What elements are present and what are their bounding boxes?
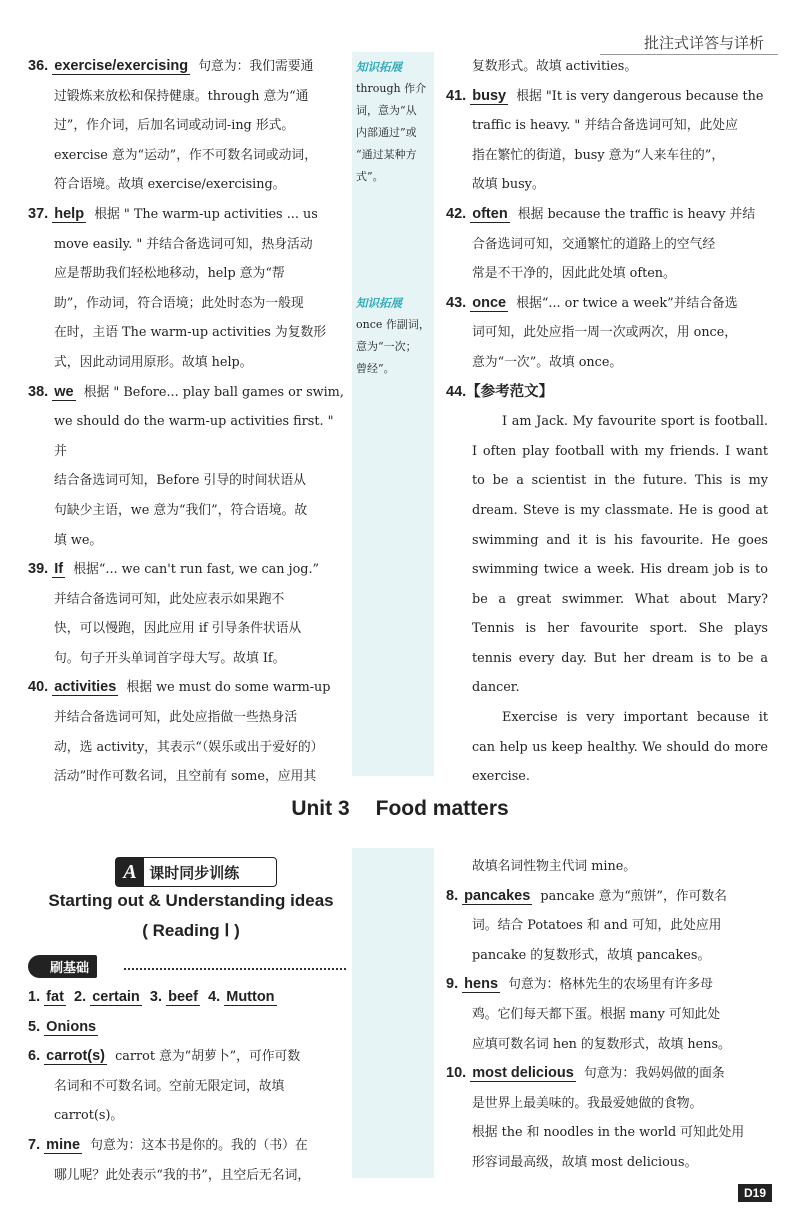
answer-text: often (472, 205, 508, 222)
unit-number: Unit 3 (291, 797, 350, 820)
item-number: 36. (28, 58, 49, 74)
explanation-line: traffic is heavy. " 并结合备选词可知，此处应 (472, 118, 738, 134)
explanation-line: 是世界上最美味的。我最爱她做的食物。 (472, 1095, 703, 1111)
item-number: 4. (208, 989, 221, 1005)
top-left-column (28, 52, 346, 792)
explanation-line: 句意为：我妈妈做的面条 (583, 1066, 725, 1082)
top-right-column (446, 52, 768, 792)
note-line: 式”。 (356, 170, 384, 183)
explanation-line: 根据 we must do some warm-up (126, 680, 331, 696)
explanation-line: 意为“一次”。故填 once。 (472, 354, 623, 370)
side-note-column (352, 52, 434, 776)
explanation-line: 根据“... we can't run fast, we can jog.” (73, 562, 320, 578)
answer-text: most delicious (472, 1065, 574, 1082)
answer-item (446, 882, 768, 971)
answer-item (28, 673, 346, 791)
item-number: 40. (28, 679, 49, 696)
note-line: 词，意为“从 (356, 104, 417, 117)
answer-text: once (472, 294, 507, 311)
answer-item (28, 378, 346, 556)
explanation-line: 应是帮助我们轻松地移动，help 意为“帮 (54, 266, 285, 282)
answer-item (446, 970, 768, 1059)
explanation-line: 活动”时作可数名词，且空前有 some，应用其 (54, 769, 317, 785)
explanation-line: 故填 busy。 (472, 177, 545, 193)
side-note (352, 52, 434, 188)
explanation-line: 形容词最高级，故填 most delicious。 (472, 1154, 698, 1170)
explanation-line: 并结合备选词可知，此处应指做一些热身活 (54, 710, 298, 726)
answer-text: pancakes (464, 887, 531, 904)
note-line: “通过某种方 (356, 148, 417, 161)
item-number: 37. (28, 205, 49, 222)
item-number: 42. (446, 205, 467, 222)
answer-text: we (54, 383, 74, 400)
answer-item (446, 289, 768, 378)
note-line: 意为“一次； (356, 340, 417, 353)
answer-text: activities (54, 679, 117, 696)
explanation-line: move easily. " 并结合备选词可知，热身活动 (54, 236, 313, 252)
explanation-line: 并结合备选词可知，此处应表示如果跑不 (54, 591, 285, 607)
answer-text: exercise/exercising (54, 58, 189, 74)
bottom-left-column (28, 983, 346, 1190)
badge-letter: A (116, 858, 144, 886)
answer-item (28, 52, 346, 200)
answer-text: mine (46, 1136, 81, 1153)
answer-item (28, 1042, 346, 1131)
explanation-line: 句意为：这本书是你的。我的（书）在 (90, 1137, 308, 1153)
answer-text: busy (472, 87, 507, 104)
item-number: 6. (28, 1048, 41, 1065)
item-number: 9. (446, 976, 459, 993)
explanation-line: 句意为：我们需要通 (198, 59, 314, 74)
item-number: 8. (446, 887, 459, 904)
explanation-line: 过”，作介词，后加名词或动词-ing 形式。 (54, 118, 295, 134)
explanation-line: 句缺少主语，we 意为“我们”，符合语境。故 (54, 502, 308, 518)
item-number: 39. (28, 561, 49, 578)
answer-text: carrot(s) (46, 1048, 105, 1065)
item-number: 44. (446, 383, 467, 400)
unit-heading (0, 797, 800, 821)
explanation-line: 式，因此动词用原形。故填 help。 (54, 354, 253, 370)
essay-title: 【参考范文】 (466, 383, 554, 400)
explanation-line: 应填可数名词 hen 的复数形式，故填 hens。 (472, 1036, 731, 1052)
explanation-line: 根据 " Before... play ball games or swim, (83, 384, 344, 400)
item-number: 43. (446, 294, 467, 311)
answer-text: Onions (46, 1018, 97, 1035)
item-number: 41. (446, 87, 467, 104)
explanation-line: 句意为：格林先生的农场里有许多母 (508, 977, 713, 993)
answer-text: fat (46, 989, 64, 1005)
answer-item (446, 200, 768, 289)
item-number: 2. (74, 989, 87, 1005)
unit-title: Food matters (375, 797, 509, 820)
explanation-line: pancake 的复数形式，故填 pancakes。 (472, 947, 711, 963)
explanation-line: 快，可以慢跑，因此应用 if 引导条件状语从 (54, 621, 302, 637)
section-badge (115, 857, 277, 887)
dotted-rule (124, 968, 346, 970)
answer-text: If (54, 561, 64, 578)
answer-item (446, 82, 768, 200)
explanation-line: 根据 because the traffic is heavy 并结 (517, 206, 756, 222)
explanation-line: exercise 意为“运动”，作不可数名词或动词， (54, 147, 317, 163)
basics-label: 刷基础 (28, 955, 97, 978)
explanation-line: 结合备选词可知，Before 引导的时间状语从 (54, 473, 306, 489)
bottom-right-column (446, 852, 768, 1178)
explanation-line: 词。结合 Potatoes 和 and 可知，此处应用 (472, 918, 722, 934)
item-number: 7. (28, 1136, 41, 1153)
essay-paragraph: I am Jack. My favourite sport is football. I often play football with my friends. I want to be a scientist in the future. This is my dream. Steve is my classmate. He is good at swimming and it is his favourite. He goes swimming twice a week. His dream job is to be a great swimmer. What about Mary? Tennis is her favourite sport. She plays tennis every day. But her dream is to be a dancer. (472, 414, 768, 696)
side-note (356, 292, 430, 380)
continued-line: 复数形式。故填 activities。 (472, 59, 638, 74)
answer-item (28, 200, 346, 378)
explanation-line: 根据“... or twice a week”并结合备选 (516, 295, 738, 311)
explanation-line: carrot 意为“胡萝卜”，可作可数 (115, 1049, 301, 1065)
explanation-line: 过锻炼来放松和保持健康。through 意为“通 (54, 88, 309, 104)
explanation-line: 常是不干净的，因此此处填 often。 (472, 266, 676, 282)
explanation-line: 根据 " The warm-up activities ... us (94, 206, 318, 222)
answer-text: Mutton (226, 989, 275, 1005)
answer-text: help (54, 205, 85, 222)
explanation-line: 词可知，此处应指一周一次或两次，用 once， (472, 325, 738, 341)
tip-label: 知识拓展 (356, 296, 402, 310)
section-subtitle: ( Reading Ⅰ ) (142, 921, 240, 940)
answer-item (28, 555, 346, 673)
section-title: Starting out & Understanding ideas (48, 891, 334, 910)
answer-row (28, 983, 346, 1013)
explanation-line: 名词和不可数名词。空前无限定词，故填 (54, 1078, 285, 1094)
explanation-line: 句。句子开头单词首字母大写。故填 If。 (54, 650, 286, 666)
item-number: 5. (28, 1018, 41, 1035)
explanation-line: 鸡。它们每天都下蛋。根据 many 可知此处 (472, 1006, 721, 1022)
explanation-line: pancake 意为“煎饼”，作可数名 (540, 888, 727, 904)
answer-text: certain (92, 989, 140, 1005)
explanation-line: carrot(s)。 (54, 1108, 124, 1124)
explanation-line: 根据 the 和 noodles in the world 可知此处用 (472, 1125, 745, 1141)
note-line: 曾经”。 (356, 362, 395, 375)
explanation-line: 动，选 activity，其表示“（娱乐或出于爱好的） (54, 739, 324, 755)
explanation-line: we should do the warm-up activities first. " 并 (54, 414, 334, 459)
page-number: D19 (738, 1184, 772, 1202)
essay-paragraph: Exercise is very important because it can help us keep healthy. We should do more exercise. (472, 710, 768, 785)
answer-item (28, 1131, 346, 1190)
explanation-line: 指在繁忙的街道，busy 意为“人来车往的”， (472, 147, 725, 163)
note-line: once 作副词， (356, 318, 430, 331)
explanation-line: 在时，主语 The warm-up activities 为复数形 (54, 325, 327, 341)
explanation-line: 助”，作动词，符合语境；此处时态为一般现 (54, 295, 304, 311)
answer-text: hens (464, 976, 499, 993)
basics-bar (28, 955, 346, 979)
answer-text: beef (168, 989, 198, 1005)
header-title: 批注式详答与详析 (643, 34, 764, 52)
item-number: 10. (446, 1065, 467, 1082)
item-number: 3. (149, 989, 163, 1005)
tip-label: 知识拓展 (356, 60, 402, 74)
explanation-line: 根据 "It is very dangerous because the (516, 88, 764, 104)
explanation-line: 合备选词可知，交通繁忙的道路上的空气经 (472, 236, 716, 252)
item-number: 1. (28, 989, 41, 1005)
note-line: through 作介 (356, 82, 427, 95)
continued-line: 故填名词性物主代词 mine。 (472, 859, 637, 874)
explanation-line: 符合语境。故填 exercise/exercising。 (54, 177, 286, 193)
item-number: 38. (28, 383, 49, 400)
explanation-line: 填 we。 (54, 532, 103, 548)
badge-text: 课时同步训练 (149, 864, 240, 882)
explanation-line: 哪儿呢？此处表示“我的书”，且空后无名词， (54, 1167, 311, 1183)
note-line: 内部通过”或 (356, 126, 417, 139)
answer-item (446, 1059, 768, 1177)
